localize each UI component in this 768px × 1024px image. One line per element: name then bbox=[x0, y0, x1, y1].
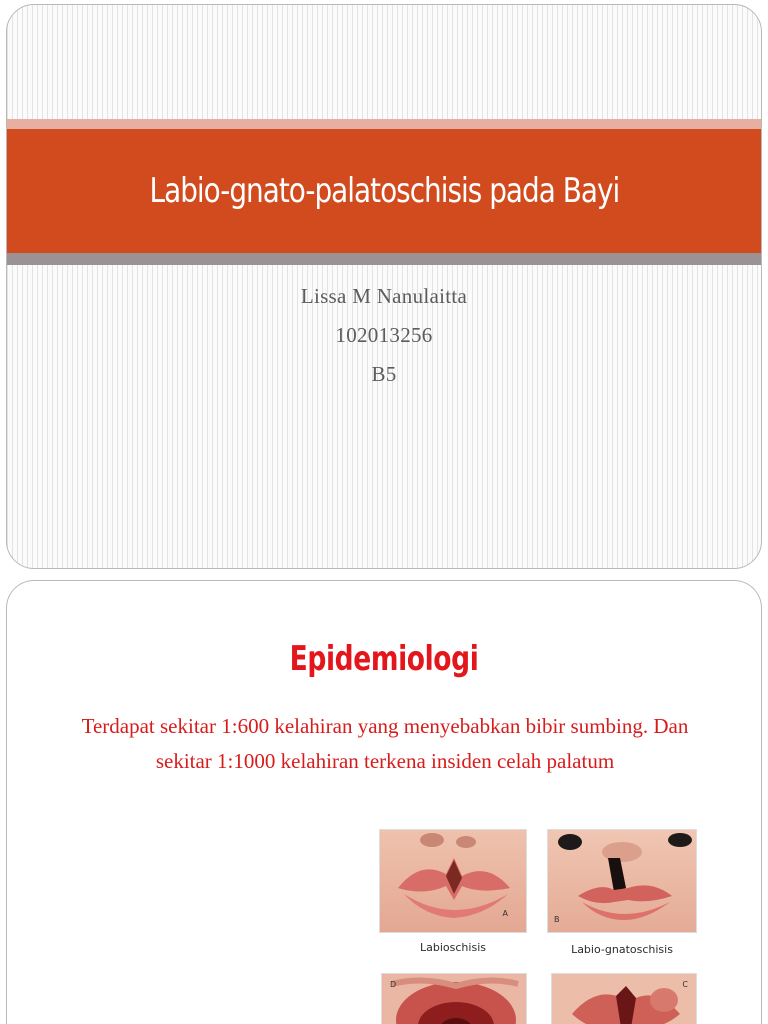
title-band-top-stripe bbox=[7, 119, 761, 129]
slide-2[interactable] bbox=[6, 580, 762, 1024]
group-label: B5 bbox=[371, 362, 397, 386]
title-band bbox=[7, 119, 761, 267]
palatoschisis-photo-d bbox=[381, 973, 527, 1024]
slide-heading: Epidemiologi bbox=[289, 639, 479, 679]
student-id: 102013256 bbox=[335, 323, 433, 347]
labio-gnatoschisis-caption: Labio-gnatoschisis bbox=[571, 943, 673, 956]
subtitle-block bbox=[7, 277, 761, 394]
panel-letter-c: C bbox=[682, 980, 688, 989]
title-band-main bbox=[7, 129, 761, 253]
slide-1[interactable] bbox=[6, 4, 762, 569]
author-name: Lissa M Nanulaitta bbox=[300, 284, 468, 308]
panel-letter-a: A bbox=[502, 909, 508, 918]
labioschisis-photo bbox=[379, 829, 527, 933]
panel-letter-b: B bbox=[554, 915, 560, 924]
slide-title: Labio-gnato-palatoschisis pada Bayi bbox=[149, 171, 619, 211]
labioschisis-caption: Labioschisis bbox=[420, 941, 486, 954]
slide-body-text: Terdapat sekitar 1:600 kelahiran yang menyebabkan bibir sumbing. Dan sekitar 1:1000 kelahiran terkena insiden celah palatum bbox=[81, 714, 689, 773]
palatoschisis-photo-c bbox=[551, 973, 697, 1024]
labio-gnatoschisis-photo bbox=[547, 829, 697, 933]
panel-letter-d: D bbox=[390, 980, 397, 989]
title-band-bottom-stripe bbox=[7, 253, 761, 265]
cleft-photo-figure bbox=[373, 829, 703, 1024]
